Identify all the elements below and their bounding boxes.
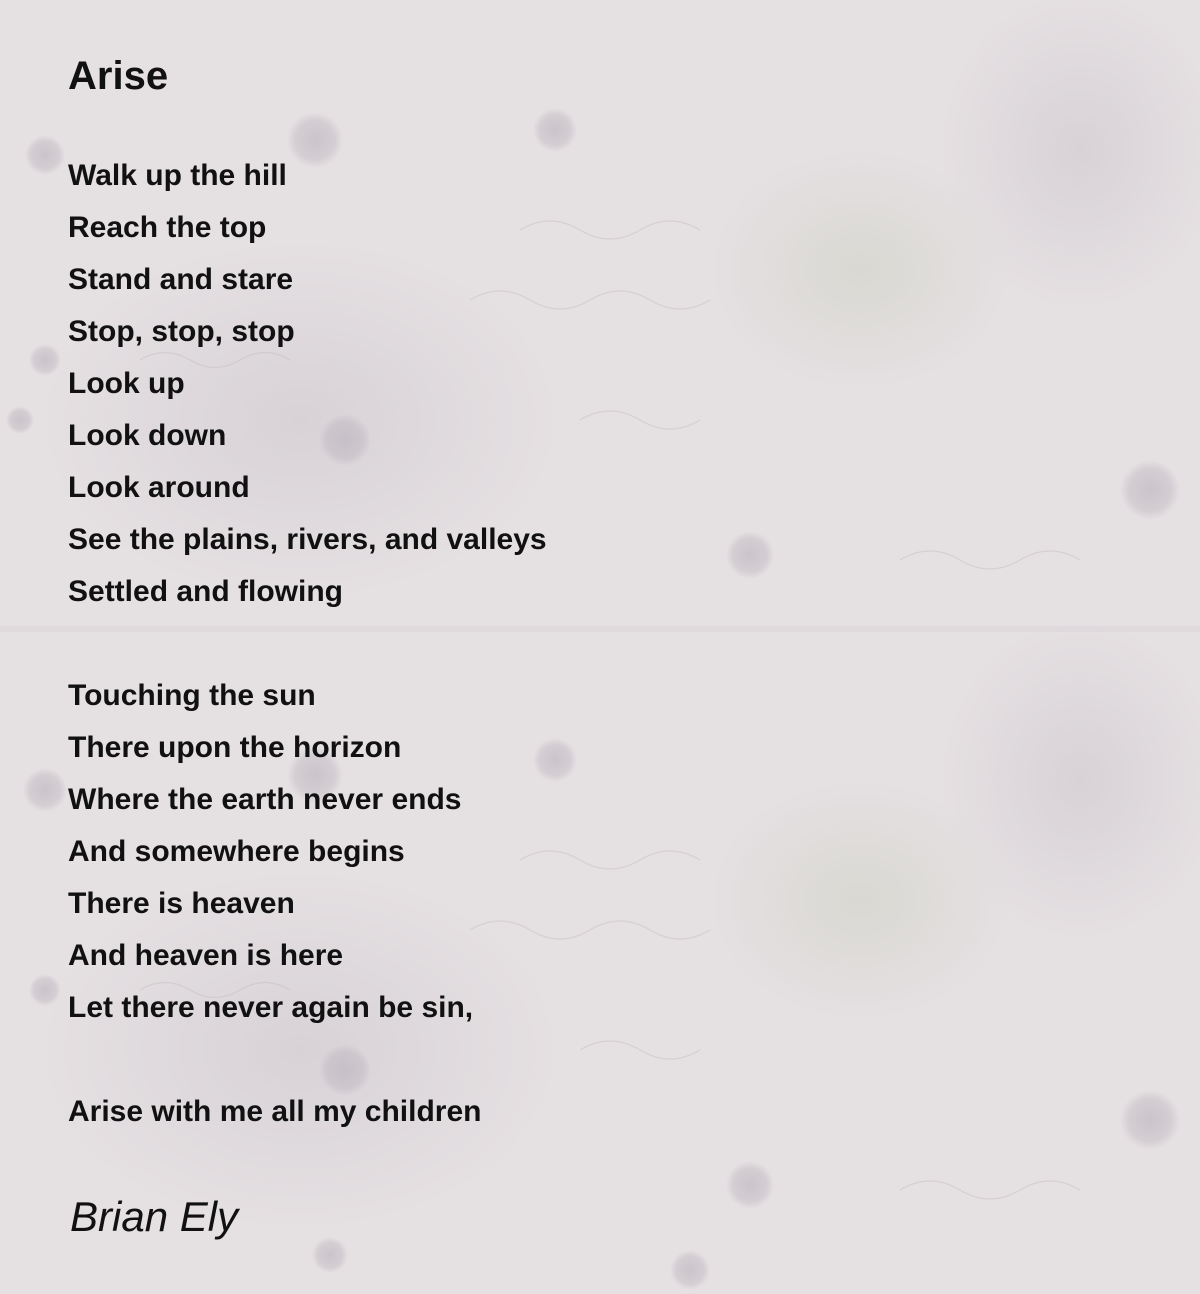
poem-stanza-2 — [68, 670, 1148, 1034]
poem-line: There upon the horizon — [68, 731, 402, 764]
poem-line: Reach the top — [68, 211, 267, 244]
poem-line: See the plains, rivers, and valleys — [68, 523, 547, 556]
poem-line: Touching the sun — [68, 679, 316, 712]
poem-line: Settled and flowing — [68, 575, 343, 608]
poem-author: Brian Ely — [70, 1193, 239, 1240]
poem-line: Walk up the hill — [68, 159, 287, 192]
poem-line: Stand and stare — [68, 263, 294, 296]
poem-line: And somewhere begins — [68, 835, 405, 868]
poem-title: Arise — [68, 54, 169, 98]
poem-line: Let there never again be sin, — [68, 991, 474, 1024]
poem-line: Stop, stop, stop — [68, 315, 295, 348]
poem-line: There is heaven — [68, 887, 295, 920]
poem-line: Where the earth never ends — [68, 783, 462, 816]
poem-stanza-1 — [68, 150, 1148, 618]
poem-line: And heaven is here — [68, 939, 344, 972]
poem-stanza-3 — [68, 1086, 1148, 1138]
poem-line: Look down — [68, 419, 227, 452]
poem-line: Arise with me all my children — [68, 1095, 482, 1128]
poem-container — [68, 52, 1148, 1242]
poem-line: Look around — [68, 471, 250, 504]
poem-line: Look up — [68, 367, 185, 400]
